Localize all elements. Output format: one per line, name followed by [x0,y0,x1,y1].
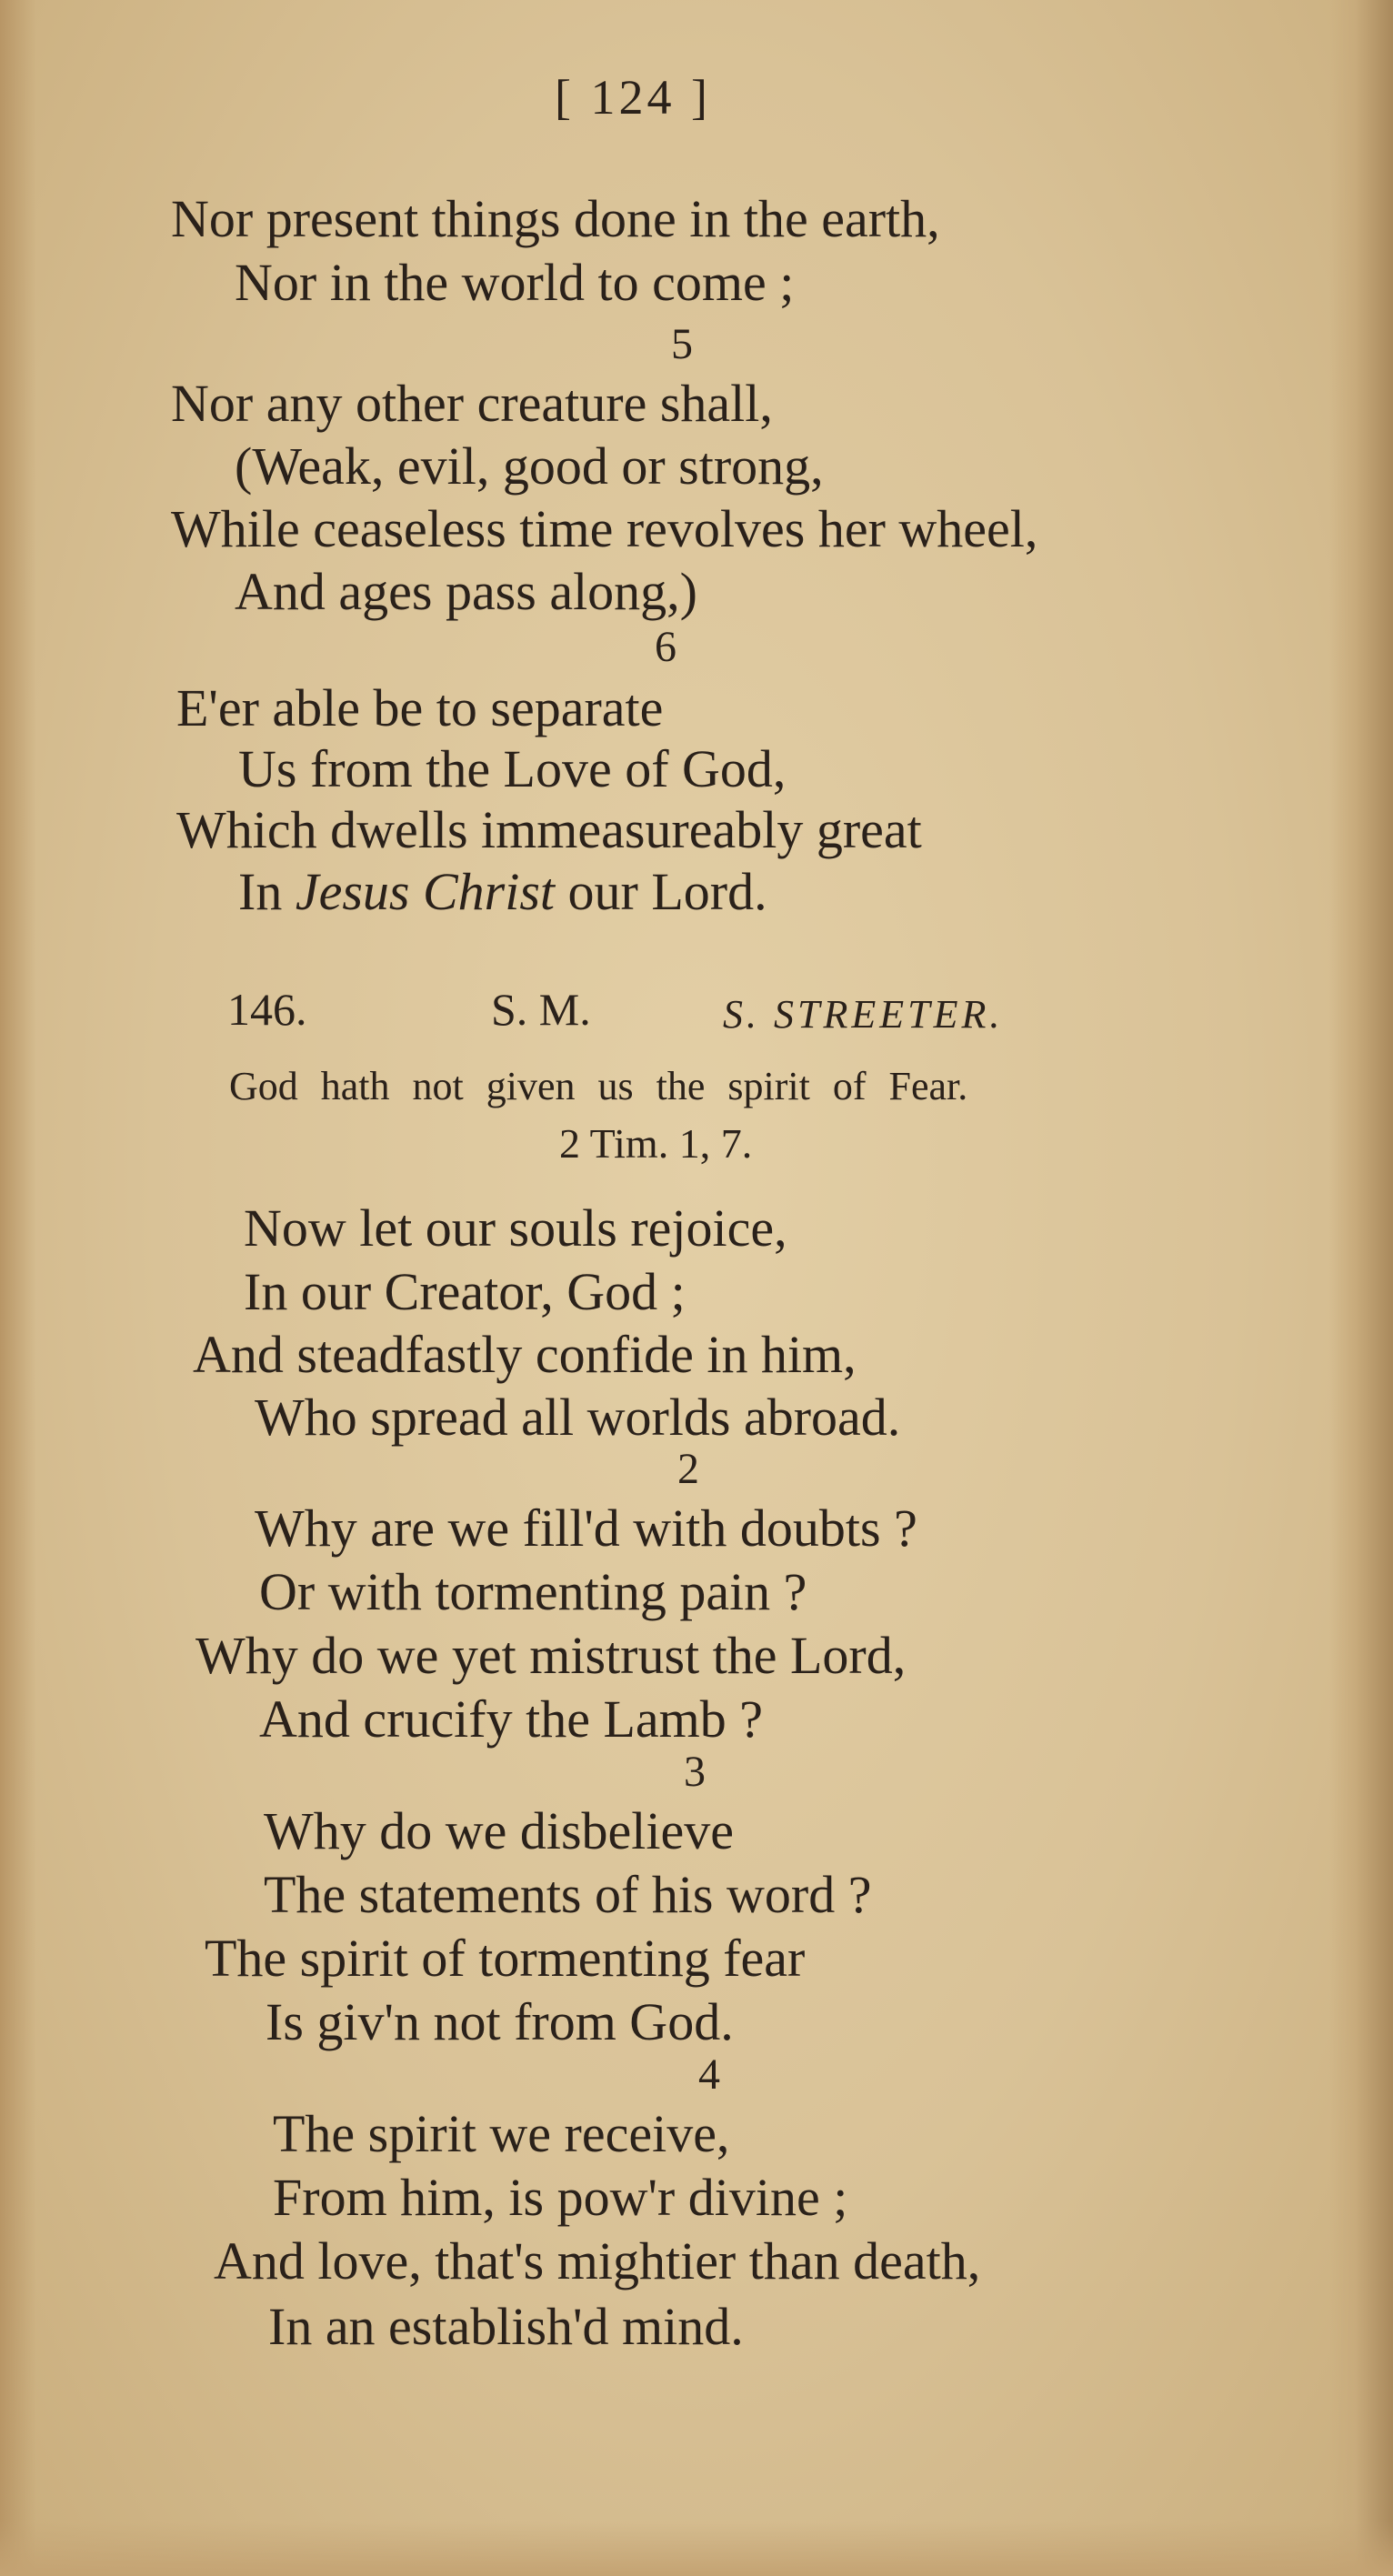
stanza-number: 3 [684,1748,706,1796]
verse-line: Why do we disbelieve [264,1801,735,1860]
verse-line: The spirit we receive, [273,2104,730,2163]
verse-line: In an establish'd mind. [268,2297,744,2356]
verse-line: And crucify the Lamb ? [259,1689,764,1749]
verse-line: And steadfastly confide in him, [193,1325,857,1384]
verse-line: (Weak, evil, good or strong, [235,436,824,496]
stanza-number: 2 [677,1445,699,1493]
verse-text: In [238,862,296,921]
verse-line-last [238,862,767,921]
verse-line: The statements of his word ? [264,1865,872,1924]
scripture-reference: 2 Tim. 1, 7. [559,1120,753,1167]
verse-line: And ages pass along,) [235,562,698,621]
page-edge-right [1329,0,1393,2576]
verse-line: While ceaseless time revolves her wheel, [171,499,1038,558]
verse-line: Us from the Love of God, [238,739,787,798]
verse-line: Or with tormenting pain ? [259,1562,807,1621]
verse-line: Why are we fill'd with doubts ? [255,1498,917,1558]
page-edge-left [0,0,36,2576]
verse-line: From him, is pow'r divine ; [273,2168,848,2227]
hymn-number: 146. [227,984,307,1035]
stanza-number: 4 [698,2050,720,2099]
verse-line: And love, that's mightier than death, [214,2231,981,2290]
stanza-number: 5 [671,320,693,368]
page-edge-bottom [0,2521,1393,2576]
verse-line: Nor present things done in the earth, [171,189,940,248]
verse-line: E'er able be to separate [176,678,664,737]
verse-line: Which dwells immeasureably great [176,800,922,859]
verse-line: Who spread all worlds abroad. [255,1388,901,1447]
verse-line: Nor in the world to come ; [235,253,795,312]
hymn-subtitle: God hath not given us the spirit of Fear. [229,1064,968,1108]
italic-name: Jesus Christ [295,862,556,921]
verse-line: Is giv'n not from God. [266,1992,734,2051]
verse-line: Nor any other creature shall, [171,374,773,433]
hymn-author: S. STREETER. [723,992,1004,1037]
verse-line: Now let our souls rejoice, [244,1198,787,1258]
verse-line: In our Creator, God ; [244,1262,686,1321]
hymn-meter: S. M. [491,984,591,1035]
verse-text: our Lord. [555,862,767,921]
stanza-number: 6 [655,623,676,671]
verse-line: Why do we yet mistrust the Lord, [195,1626,907,1685]
page-number-header: [ 124 ] [555,70,711,125]
verse-line: The spirit of tormenting fear [205,1929,806,1988]
